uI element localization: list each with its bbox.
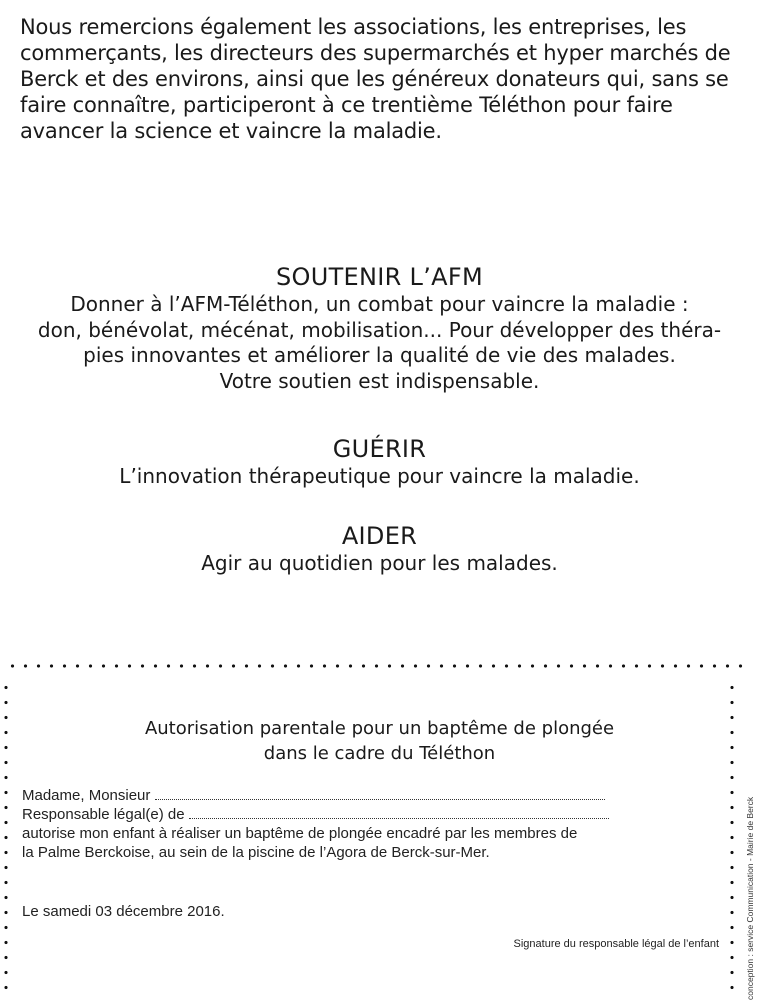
aider-heading: AIDER	[341, 522, 418, 550]
aider-text: Agir au quotidien pour les malades.	[201, 551, 558, 575]
autorise-line: la Palme Berckoise, au sein de la piscine de l’Agora de Berck-sur-Mer.	[22, 844, 490, 861]
cut-line-top	[6, 664, 746, 668]
guerir-section	[0, 434, 759, 490]
responsable-input-line[interactable]	[189, 807, 609, 819]
madame-label: Madame, Monsieur	[22, 787, 151, 804]
guerir-heading: GUÉRIR	[332, 435, 427, 463]
form-date: Le samedi 03 décembre 2016.	[22, 903, 225, 920]
aider-section	[0, 521, 759, 577]
intro-section	[20, 14, 746, 144]
autorise-line: autorise mon enfant à réaliser un baptême de plongée encadré par les membres de	[22, 825, 578, 842]
intro-paragraph: Nous remercions également les associations, les entreprises, les commerçants, les directeurs des supermarchés et hyper marchés de Berck et des environs, ainsi que les généreux donateurs qui, sans se faire connaître, participeront à ce trentième Téléthon pour faire avancer la science et vaincre la maladie.	[20, 15, 731, 143]
madame-field-row	[22, 786, 722, 805]
soutenir-section	[0, 262, 759, 394]
soutenir-line: Donner à l’AFM-Téléthon, un combat pour vaincre la maladie :	[70, 292, 689, 316]
responsable-label: Responsable légal(e) de	[22, 806, 185, 823]
guerir-text: L’innovation thérapeutique pour vaincre la maladie.	[119, 464, 640, 488]
soutenir-line: pies innovantes et améliorer la qualité de vie des malades.	[83, 343, 676, 367]
soutenir-line: don, bénévolat, mécénat, mobilisation... Pour développer des théra-	[37, 317, 722, 342]
form-body	[22, 786, 722, 862]
soutenir-heading: SOUTENIR L’AFM	[276, 263, 483, 291]
responsable-field-row	[22, 805, 722, 824]
soutenir-line: Votre soutien est indispensable.	[219, 368, 540, 393]
signature-label: Signature du responsable légal de l’enfant	[513, 938, 719, 950]
form-title-line: dans le cadre du Téléthon	[263, 743, 496, 764]
form-title-line: Autorisation parentale pour un baptême de plongée	[144, 718, 615, 739]
madame-input-line[interactable]	[155, 788, 605, 800]
credit-text: conception : service Communication - Mairie de Berck	[745, 796, 755, 1000]
soutenir-body	[0, 292, 759, 394]
form-title	[0, 716, 759, 766]
